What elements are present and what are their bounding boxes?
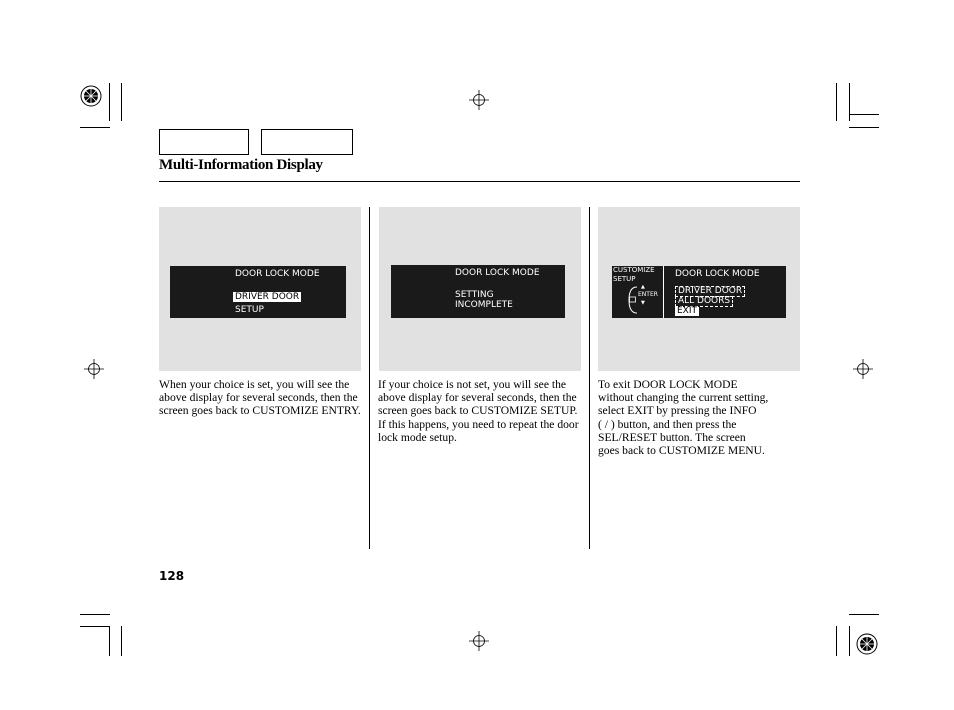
mid-screen bbox=[170, 266, 346, 318]
screen-highlight: DRIVER DOOR bbox=[235, 292, 300, 302]
screen-side-label: ENTER bbox=[638, 291, 658, 298]
paragraph bbox=[598, 378, 806, 457]
crosshair-icon bbox=[469, 631, 489, 651]
paragraph bbox=[378, 378, 586, 444]
header-tab-box bbox=[159, 129, 249, 155]
column-divider bbox=[589, 207, 590, 549]
column-divider bbox=[369, 207, 370, 549]
screen-option: ALL DOORS bbox=[675, 296, 733, 307]
paragraph-line: SEL/RESET button. The screen bbox=[598, 430, 746, 444]
screen-title: DOOR LOCK MODE bbox=[235, 269, 320, 279]
header-tab-box bbox=[261, 129, 353, 155]
registration-sunburst-icon bbox=[856, 633, 878, 655]
display-illustration bbox=[159, 207, 361, 371]
mid-screen bbox=[612, 266, 786, 318]
header-rule bbox=[159, 181, 800, 182]
mid-screen bbox=[391, 265, 565, 318]
screen-option: DRIVER DOOR bbox=[675, 286, 745, 297]
paragraph-line: To exit DOOR LOCK MODE bbox=[598, 378, 738, 391]
page-number: 128 bbox=[159, 569, 185, 583]
paragraph-line: select EXIT by pressing the INFO bbox=[598, 404, 757, 418]
screen-line: SETUP bbox=[235, 305, 264, 315]
screen-highlight: EXIT bbox=[677, 306, 698, 316]
up-arrow-icon: ▲ bbox=[641, 284, 645, 290]
section-title: Multi-Information Display bbox=[159, 157, 323, 173]
crosshair-icon bbox=[853, 359, 873, 379]
screen-side-label: SETUP bbox=[613, 275, 636, 283]
paragraph bbox=[159, 378, 367, 418]
display-illustration bbox=[379, 207, 581, 371]
screen-divider bbox=[663, 266, 664, 318]
screen-line: SETTING bbox=[455, 290, 494, 300]
screen-title: DOOR LOCK MODE bbox=[675, 269, 760, 279]
screen-line: INCOMPLETE bbox=[455, 300, 513, 310]
knob-icon bbox=[628, 286, 638, 314]
screen-title: DOOR LOCK MODE bbox=[455, 268, 540, 278]
screen-side-label: CUSTOMIZE bbox=[613, 266, 655, 274]
down-arrow-icon: ▼ bbox=[641, 300, 645, 306]
registration-sunburst-icon bbox=[80, 85, 102, 107]
crosshair-icon bbox=[84, 359, 104, 379]
crosshair-icon bbox=[469, 90, 489, 110]
paragraph-text: If your choice is not set, you will see the above display for several seconds, then the screen goes back to CUSTOMIZE SETUP. If this happens, you need to repeat the door lock mode setup. bbox=[378, 378, 579, 444]
paragraph-line: goes back to CUSTOMIZE MENU. bbox=[598, 444, 765, 458]
paragraph-line: ( / ) button, and then press the bbox=[598, 417, 737, 431]
paragraph-text: When your choice is set, you will see the above display for several seconds, then the screen goes back to CUSTOMIZE ENTRY. bbox=[159, 378, 361, 418]
display-illustration bbox=[598, 207, 800, 371]
paragraph-line: without changing the current setting, bbox=[598, 391, 769, 405]
